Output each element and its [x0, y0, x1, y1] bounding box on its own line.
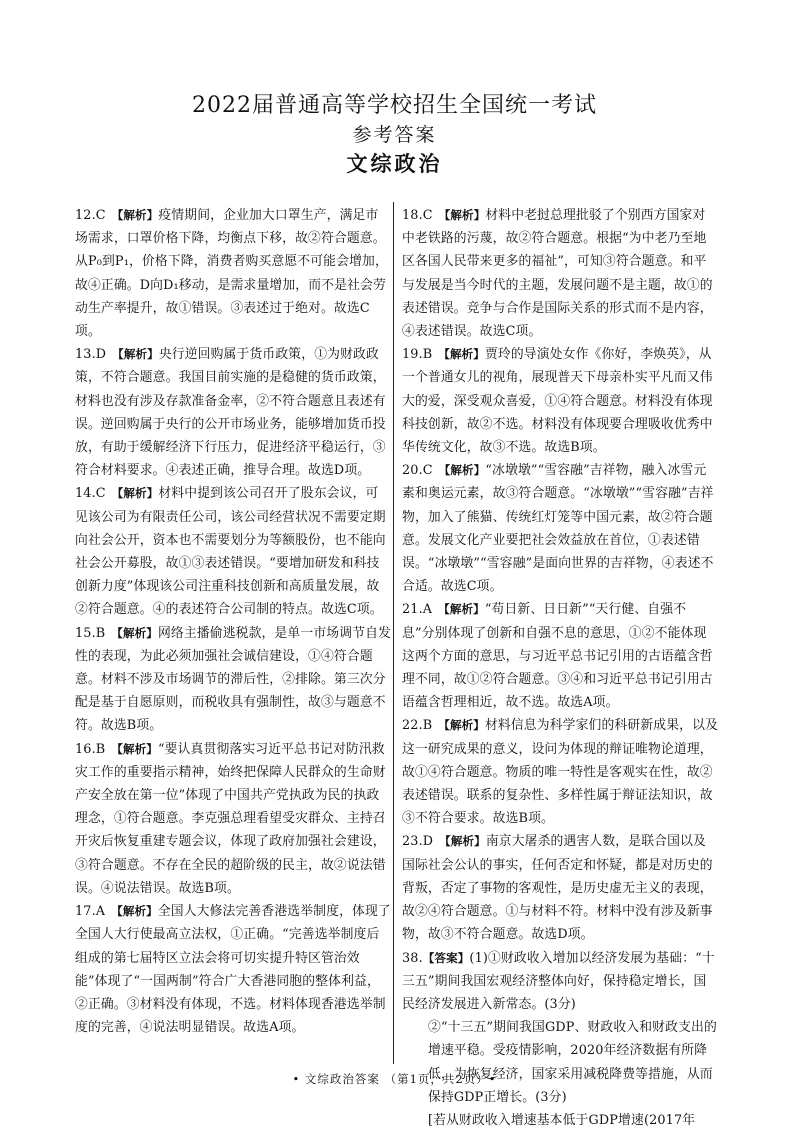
title-block [0, 92, 789, 178]
question-number: 12.C [75, 208, 106, 223]
question-number: 13.D [75, 347, 106, 362]
answer-item-19 [402, 343, 718, 459]
analysis-tag: 【解析】 [112, 486, 159, 500]
answer-text: 材料中提到该公司召开了股东会议，可见该公司为有限责任公司，该公司经营状况不需要定期向社会公开，资本也不需要划分为等额股份，也不能向社会公开募股，故①③表述错误。“要增加研发和科技创新力度”体现该公司注重科技创新和高质量发展，故②符合题意。④的表述符合公司制的特点。故选C项。 [75, 486, 386, 617]
analysis-tag: 【解析】 [439, 463, 486, 477]
answer-text: 央行逆回购属于货币政策，①为财政政策，不符合题意。我国目前实施的是稳健的货币政策，材料也没有涉及存款准备金率，②不符合题意且表述有误。逆回购属于央行的公开市场业务，能够增加货币投放，有助于缓解经济下行压力，促进经济平稳运行，③符合材料要求。④表述正确，推导合理。故选D项。 [75, 347, 386, 478]
exam-subtitle: 参考答案 [0, 122, 789, 148]
answer-text: 网络主播偷逃税款，是单一市场调节自发性的表现，为此必须加强社会诚信建设，①④符合题意。材料不涉及市场调节的滞后性，②排除。第三次分配是基于自愿原则，而税收具有强制性，故③与题意不符。故选B项。 [75, 626, 391, 734]
subject-heading: 文综政治 [0, 150, 789, 178]
answer-item-14 [75, 482, 391, 621]
analysis-tag: 【解析】 [439, 208, 486, 222]
analysis-tag: 【解析】 [438, 718, 485, 732]
question-number: 22.B [402, 718, 432, 733]
answer-item-17 [75, 900, 391, 1039]
question-number: 21.A [402, 602, 432, 617]
answer-item-16 [75, 738, 391, 900]
answer-item-15 [75, 622, 391, 738]
answer-item-23 [402, 830, 718, 946]
question-number: 18.C [402, 208, 433, 223]
exam-title: 2022届普通高等学校招生全国统一考试 [0, 92, 789, 120]
question-number: 16.B [75, 742, 105, 757]
question-number: 19.B [402, 347, 432, 362]
answer-item-20 [402, 459, 718, 598]
analysis-tag: 【解析】 [439, 834, 486, 848]
question-number: 14.C [75, 486, 106, 501]
answer-38-part1: (1)①财政收入增加以经济发展为基础：“十三五”期间我国宏观经济整体向好，保持稳定增长，国民经济发展进入新常态。(3分) [402, 951, 715, 1012]
answer-text: 材料中老挝总理批驳了个别西方国家对中老铁路的污蔑，故②符合题意。根据“为中老乃至地区各国人民带来更多的福祉”，可知③符合题意。和平与发展是当今时代的主题，发展问题不是主题，故①的表述错误。竞争与合作是国际关系的形式而不是内容，④表述错误。故选C项。 [402, 208, 713, 339]
analysis-tag: 【解析】 [111, 904, 158, 918]
column-divider [393, 202, 394, 1064]
answer-item-38 [402, 947, 718, 1132]
answer-item-22 [402, 714, 718, 830]
answer-text: “苟日新、日日新”“天行健、自强不息”分别体现了创新和自强不息的意思，①②不能体现这两个方面的意思，与习近平总书记引用的古语蕴含哲理不同，故①②符合题意。③④和习近平总书记引用古语蕴含哲理相近，故不选。故选A项。 [402, 602, 713, 710]
left-column [75, 204, 391, 1039]
answer-text: 全国人大修法完善香港选举制度，体现了全国人大行使最高立法权，①正确。“完善选举制度后组成的第七届特区立法会将可切实提升特区管治效能”体现了“一国两制”符合广大香港同胞的整体利益，②正确。③材料没有体现，不选。材料体现香港选举制度的完善，④说法明显错误。故选A项。 [75, 904, 391, 1035]
answer-text: 疫情期间，企业加大口罩生产，满足市场需求，口罩价格下降，均衡点下移，故②符合题意。从P₀到P₁，价格下降，消费者购买意愿不可能会增加，故④正确。D向D₁移动，是需求量增加，而不是社会劳动生产率提升，故①错误。③表述过于绝对。故选C项。 [75, 208, 388, 339]
page-footer: • 文综政治答案 （第1页，共2页）• [0, 1071, 789, 1087]
answer-item-21 [402, 598, 718, 714]
analysis-tag: 【解析】 [438, 347, 485, 361]
question-number: 23.D [402, 834, 433, 849]
answer-text: 材料信息为科学家们的科研新成果，以及这一研究成果的意义，设问为体现的辩证唯物论道理，故①④符合题意。物质的唯一特性是客观实在性，故②表述错误。联系的复杂性、多样性属于辩证法知识，故③不符合要求。故选B项。 [402, 718, 718, 826]
analysis-tag: 【解析】 [111, 626, 158, 640]
question-number: 38. [402, 951, 423, 966]
answer-item-13 [75, 343, 391, 482]
answer-item-12 [75, 204, 391, 343]
answer-38-line1 [402, 947, 718, 1017]
question-number: 15.B [75, 626, 105, 641]
answer-tag: 【答案】 [423, 951, 470, 965]
analysis-tag: 【解析】 [111, 742, 158, 756]
question-number: 20.C [402, 463, 433, 478]
question-number: 17.A [75, 904, 105, 919]
analysis-tag: 【解析】 [112, 347, 159, 361]
answer-38-line2: ②“十三五”期间我国GDP、财政收入和财政支出的增速平稳。受疫情影响，2020年经济数据有所降低，为恢复经济，国家采用减税降费等措施，从而保持GDP正增长。(3分) [402, 1016, 718, 1109]
right-column [402, 204, 718, 1132]
answer-text: “要认真贯彻落实习近平总书记对防汛救灾工作的重要指示精神，始终把保障人民群众的生命财产安全放在第一位”体现了中国共产党执政为民的执政理念，①符合题意。李克强总理看望受灾群众、主持召开灾后恢复重建专题会议，体现了政府加强社会建设，③符合题意。不存在全民的超阶级的民主，故②说法错误。④说法错误。故选B项。 [75, 742, 386, 896]
analysis-tag: 【解析】 [112, 208, 159, 222]
answer-text: 贾玲的导演处女作《你好，李焕英》，从一个普通女儿的视角，展现普天下母亲朴实平凡而又伟大的爱，深受观众喜爱，①④符合题意。材料没有体现科技创新，故②不选。材料没有体现要合理吸收优秀中华传统文化，故③不选。故选B项。 [402, 347, 713, 455]
answer-item-18 [402, 204, 718, 343]
answer-text: “冰墩墩”“雪容融”吉祥物，融入冰雪元素和奥运元素，故③符合题意。“冰墩墩”“雪容融”吉祥物，加入了熊猫、传统红灯笼等中国元素，故②符合题意。发展文化产业要把社会效益放在首位，①表述错误。“冰墩墩”“雪容融”是面向世界的吉祥物，④表述不合适。故选C项。 [402, 463, 714, 594]
analysis-tag: 【解析】 [438, 602, 485, 616]
answer-text: 南京大屠杀的遇害人数，是联合国以及国际社会公认的事实，任何否定和怀疑，都是对历史的背叛，否定了事物的客观性，是历史虚无主义的表现，故②④符合题意。①与材料不符。材料中没有涉及新事物，故③不符合题意。故选D项。 [402, 834, 713, 942]
answer-38-line3: [若从财政收入增速基本低于GDP增速(2017年 [402, 1109, 718, 1132]
